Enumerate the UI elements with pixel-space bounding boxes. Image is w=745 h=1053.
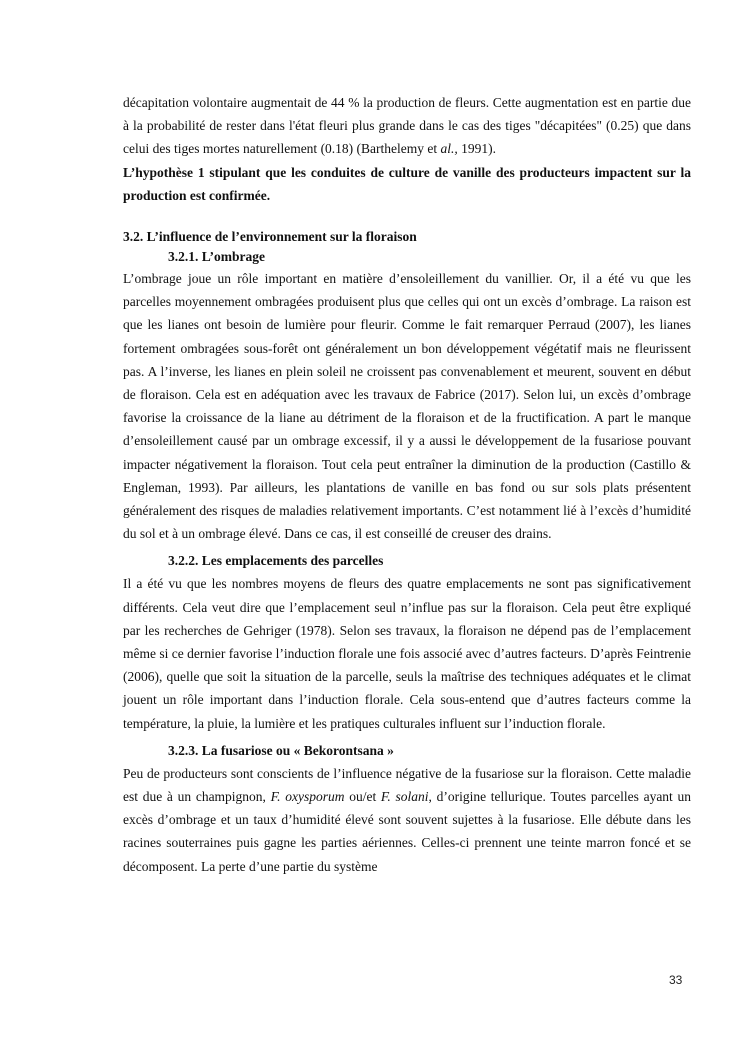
- fusariose-text-3: , d’origine tellurique. Toutes parcelles ayant un excès d’ombrage et un taux d’humidité élevé sont souvent sujettes à la fusariose. Elle débute dans les racines souterraines puis gagne les parties aériennes. Celles-ci prennent une teinte marron foncé et se décomposent. La perte d’une partie du système: [123, 789, 692, 874]
- section-heading: 3.2. L’influence de l’environnement sur la floraison: [123, 229, 417, 245]
- paragraph-emplacements: Il a été vu que les nombres moyens de fleurs des quatre emplacements ne sont pas significativement différents. Cela veut dire que l’emplacement seul n’influe pas sur la floraison. Cela peut être expliqué par les recherches de Gehriger (1978). Selon ses travaux, la floraison ne dépend pas de l’emplacement même si ce dernier favorise l’induction florale une fois associé avec d’autres facteurs. D’après Feintrenie (2006), quelle que soit la situation de la parcelle, seuls la maîtrise des techniques adéquates et le climat jouent un rôle important dans l’induction florale. Cela sous-entend que d’autres facteurs comme la température, la pluie, la lumière et les pratiques culturales influent sur l’induction florale.: [123, 576, 691, 731]
- fusariose-text-1: Peu de producteurs sont conscients de l’influence négative de la fusariose sur la floraison. Cette maladie est due à un champignon,: [123, 765, 691, 805]
- fusariose-text-2: ou/et: [344, 789, 381, 805]
- intro-paragraph: [123, 91, 691, 161]
- page-number: 33: [669, 973, 683, 987]
- paragraph-ombrage: L’ombrage joue un rôle important en matière d’ensoleillement du vanillier. Or, il a été vu que les parcelles moyennement ombragées produisent plus que celles qui ont un excès d’ombrage. La raison est que les lianes ont besoin de lumière pour fleurir. Comme le fait remarquer Perraud (2007), les lianes fortement ombragées sous-forêt ont généralement un bon développement végétatif mais ne fleurissent pas. A l’inverse, les lianes en plein soleil ne croissent pas convenablement et meurent, souvent en début de floraison. Cela est en adéquation avec les travaux de Fabrice (2017). Selon lui, un excès d’ombrage favorise la croissance de la liane au détriment de la floraison et de la fructification. A part le manque d’ensoleillement causé par un ombrage excessif, il y a aussi le développement de la fusariose pouvant impacter négativement la floraison. Tout cela peut entraîner la diminution de la production (Castillo & Engleman, 1993). Par ailleurs, les plantations de vanille en bas fond ou sur sols plats présentent généralement des risques de maladies relativement importants. C’est notamment lié à l’excès d’humidité du sol et à un ombrage élevé. Dans ce cas, il est conseillé de creuser des drains.: [123, 271, 691, 542]
- intro-text: décapitation volontaire augmentait de 44 % la production de fleurs. Cette augmentation est en partie due à la probabilité de rester dans l'état fleuri plus grande dans le cas des tiges "décapitées" (0.25) que dans celui des tiges mortes naturellement (0.18) (Barthelemy et: [123, 95, 691, 157]
- species-oxysporum: F. oxysporum: [270, 789, 345, 805]
- subsection-heading-fusariose: 3.2.3. La fusariose ou « Bekorontsana »: [168, 742, 394, 758]
- hypothesis-statement: L’hypothèse 1 stipulant que les conduites de culture de vanille des producteurs impactent sur la production est confirmée.: [123, 164, 691, 203]
- subsection-heading-emplacements: 3.2.2. Les emplacements des parcelles: [168, 553, 384, 569]
- species-solani: F. solani: [380, 789, 429, 805]
- paragraph-fusariose: [123, 762, 691, 878]
- intro-text-end: 1991).: [457, 141, 497, 157]
- intro-italic: al.,: [440, 141, 458, 157]
- subsection-heading-ombrage: 3.2.1. L’ombrage: [168, 249, 265, 265]
- page-body: [123, 91, 691, 878]
